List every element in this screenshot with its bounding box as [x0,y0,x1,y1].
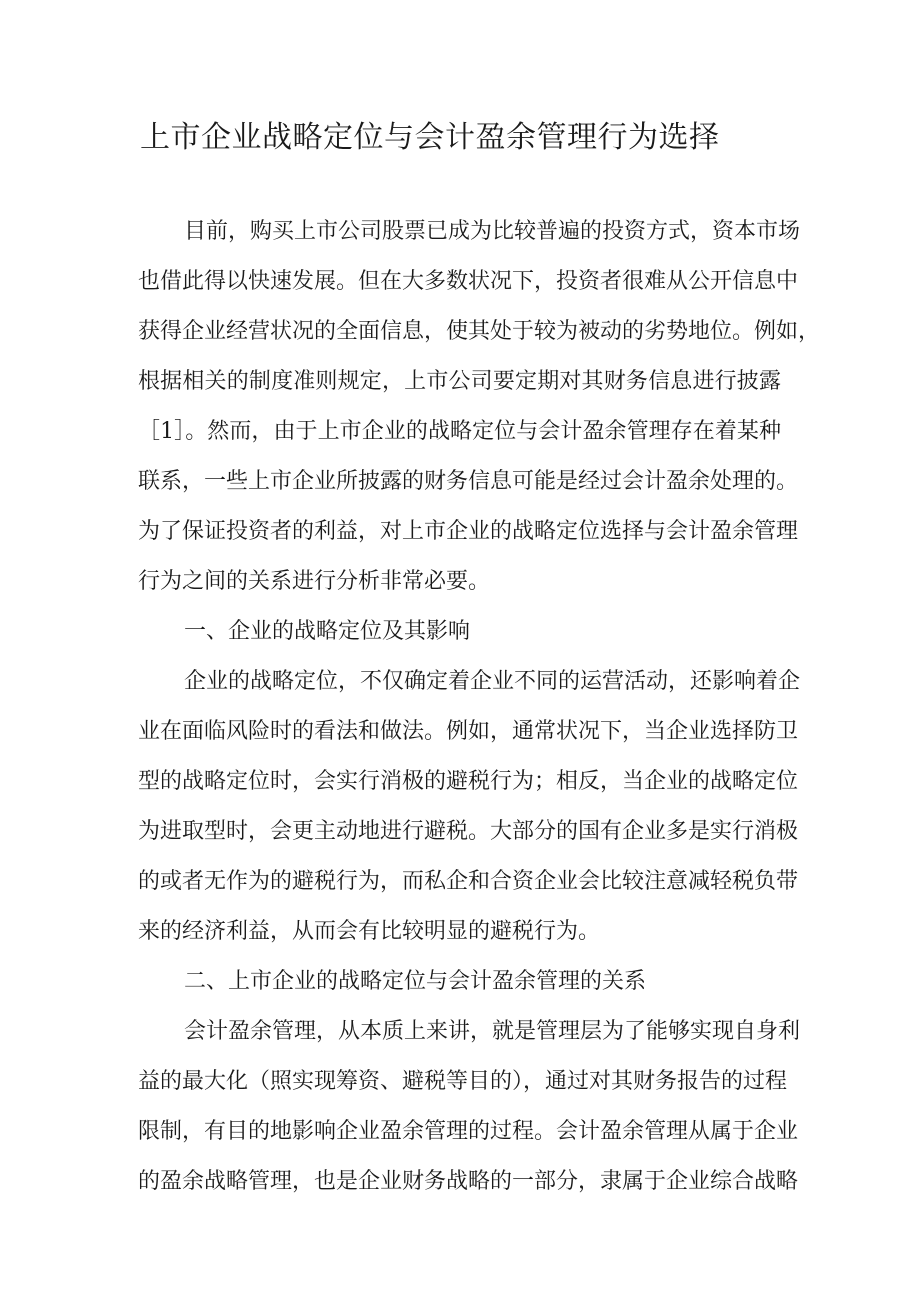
paragraph-line: 也借此得以快速发展。但在大多数状况下，投资者很难从公开信息中 [138,269,799,294]
paragraph-line: 业在面临风险时的看法和做法。例如，通常状况下，当企业选择防卫 [138,719,799,744]
paragraph-line: 型的战略定位时，会实行消极的避税行为；相反，当企业的战略定位 [138,769,799,794]
paragraph-line: 为了保证投资者的利益，对上市企业的战略定位选择与会计盈余管理 [138,519,799,544]
section-heading: 二、上市企业的战略定位与会计盈余管理的关系 [184,969,647,994]
paragraph-line: 益的最大化（照实现筹资、避税等目的），通过对其财务报告的过程 [138,1069,788,1094]
paragraph-line: 获得企业经营状况的全面信息，使其处于较为被动的劣势地位。例如， [138,319,821,344]
paragraph-line: ［1］。然而，由于上市企业的战略定位与会计盈余管理存在着某种 [138,419,781,444]
paragraph-line: 企业的战略定位，不仅确定着企业不同的运营活动，还影响着企 [184,669,801,694]
paragraph-line: 会计盈余管理，从本质上来讲，就是管理层为了能够实现自身利 [184,1019,801,1044]
paragraph-line: 的盈余战略管理，也是企业财务战略的一部分，隶属于企业综合战略 [138,1169,799,1194]
paragraph-line: 联系，一些上市企业所披露的财务信息可能是经过会计盈余处理的。 [138,469,799,494]
document-title: 上市企业战略定位与会计盈余管理行为选择 [140,120,720,155]
paragraph-line: 的或者无作为的避税行为，而私企和合资企业会比较注意减轻税负带 [138,869,799,894]
paragraph-line: 目前，购买上市公司股票已成为比较普遍的投资方式，资本市场 [184,219,801,244]
section-heading: 一、企业的战略定位及其影响 [184,619,471,644]
paragraph-line: 行为之间的关系进行分析非常必要。 [138,569,491,594]
paragraph-line: 根据相关的制度准则规定，上市公司要定期对其财务信息进行披露 [138,369,781,394]
paragraph-line: 来的经济利益，从而会有比较明显的避税行为。 [138,919,601,944]
paragraph-line: 为进取型时，会更主动地进行避税。大部分的国有企业多是实行消极 [138,819,799,844]
paragraph-line: 限制，有目的地影响企业盈余管理的过程。会计盈余管理从属于企业 [138,1119,799,1144]
